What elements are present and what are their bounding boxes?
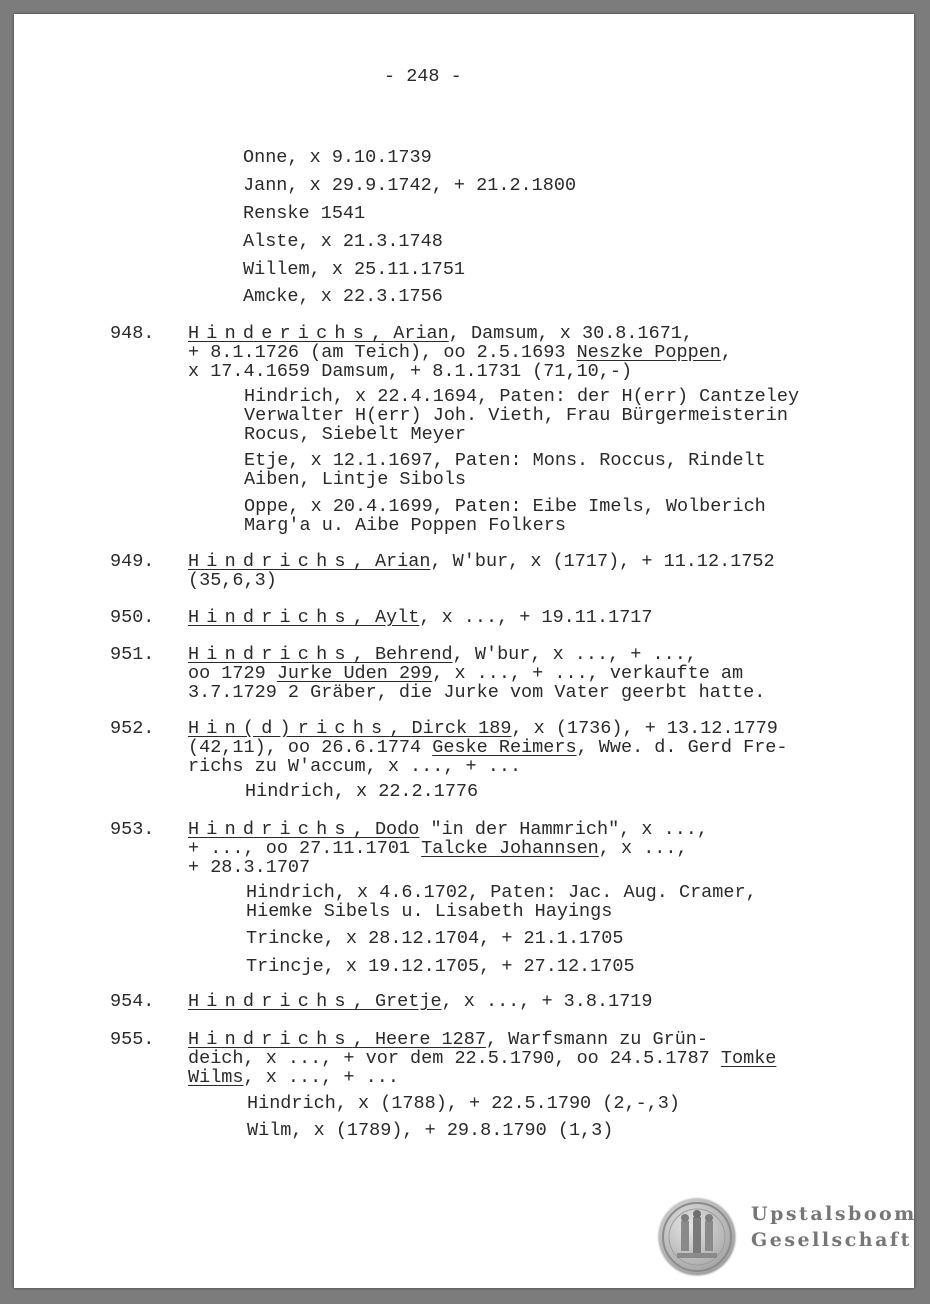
entry-line: oo 1729 Jurke Uden 299, x ..., + ..., verkaufte am xyxy=(188,663,744,684)
page-number: - 248 - xyxy=(384,66,462,87)
entry-line: + 8.1.1726 (am Teich), oo 2.5.1693 Neszke Poppen, xyxy=(188,342,733,363)
child-line: Marg'a u. Aibe Poppen Folkers xyxy=(244,515,566,536)
entry-surname: Hin(d)richs xyxy=(188,718,390,739)
entry-heading: Hin(d)richs, Dirck 189, x (1736), + 13.12.1779 xyxy=(188,718,778,739)
spouse-name: Neszke Poppen xyxy=(576,342,721,363)
entry-heading: Hindrichs, Behrend, W'bur, x ..., + ..., xyxy=(188,644,697,665)
entry-line: (35,6,3) xyxy=(188,570,277,591)
list-item: Onne, x 9.10.1739 xyxy=(243,147,432,168)
entry-line: (42,11), oo 26.6.1774 Geske Reimers, Wwe. d. Gerd Fre- xyxy=(188,737,788,758)
spouse-name: Wilms xyxy=(188,1067,244,1088)
seal-icon xyxy=(659,1199,735,1275)
child-line: Hindrich, x 4.6.1702, Paten: Jac. Aug. Cramer, xyxy=(246,882,757,903)
child-line: Rocus, Siebelt Meyer xyxy=(244,424,467,445)
entry-number: 950. xyxy=(110,607,155,628)
entry-number: 952. xyxy=(110,718,155,739)
entry-line: x 17.4.1659 Damsum, + 8.1.1731 (71,10,-) xyxy=(188,361,633,382)
list-item: Renske 1541 xyxy=(243,203,366,224)
entry-given-name: Arian xyxy=(393,323,449,344)
logo-text-line2: Gesellschaft xyxy=(751,1229,912,1251)
entry-line: deich, x ..., + vor dem 22.5.1790, oo 24.5.1787 Tomke xyxy=(188,1048,777,1069)
child-line: Hindrich, x 22.4.1694, Paten: der H(err) Cantzeley xyxy=(244,386,800,407)
spouse-name: Tomke xyxy=(720,1048,777,1069)
entry-surname: Hindrichs xyxy=(188,551,353,572)
child-line: Oppe, x 20.4.1699, Paten: Eibe Imels, Wolberich xyxy=(244,496,766,517)
entry-heading: Hindrichs, Arian, W'bur, x (1717), + 11.12.1752 xyxy=(188,551,775,572)
society-logo xyxy=(659,1199,917,1279)
entry-line: + 28.3.1707 xyxy=(188,857,311,878)
child-line: Aiben, Lintje Sibols xyxy=(244,469,467,490)
child-line: Wilm, x (1789), + 29.8.1790 (1,3) xyxy=(247,1120,614,1141)
entry-number: 951. xyxy=(110,644,155,665)
entry-heading: Hinderichs, Arian, Damsum, x 30.8.1671, xyxy=(188,323,694,344)
entry-surname: Hindrichs xyxy=(188,1029,353,1050)
list-item: Willem, x 25.11.1751 xyxy=(243,259,466,280)
child-line: Trincje, x 19.12.1705, + 27.12.1705 xyxy=(246,956,635,977)
entry-line: richs zu W'accum, x ..., + ... xyxy=(188,756,522,777)
entry-given-name: Gretje xyxy=(374,991,442,1012)
entry-surname: Hindrichs xyxy=(188,819,353,840)
child-line: Etje, x 12.1.1697, Paten: Mons. Roccus, Rindelt xyxy=(244,450,766,471)
list-item: Amcke, x 22.3.1756 xyxy=(243,286,443,307)
entry-heading: Hindrichs, Aylt, x ..., + 19.11.1717 xyxy=(188,607,653,628)
entry-surname: Hindrichs xyxy=(188,644,353,665)
entry-surname: Hindrichs xyxy=(188,991,353,1012)
entry-number: 953. xyxy=(110,819,155,840)
list-item: Alste, x 21.3.1748 xyxy=(243,231,443,252)
entry-given-name: Heere 1287 xyxy=(374,1029,486,1050)
child-line: Hiemke Sibels u. Lisabeth Hayings xyxy=(246,901,613,922)
entry-given-name: Dodo xyxy=(374,819,420,840)
list-item: Jann, x 29.9.1742, + 21.2.1800 xyxy=(243,175,577,196)
entry-surname: Hindrichs xyxy=(188,607,353,628)
document-page xyxy=(14,14,917,1288)
entry-heading: Hindrichs, Dodo "in der Hammrich", x ..., xyxy=(188,819,709,840)
entry-number: 955. xyxy=(110,1029,155,1050)
entry-surname: Hinderichs xyxy=(188,323,372,344)
child-line: Trincke, x 28.12.1704, + 21.1.1705 xyxy=(246,928,624,949)
spouse-name: Talcke Johannsen xyxy=(421,838,599,859)
entry-given-name: Dirck 189 xyxy=(411,718,512,739)
entry-given-name: Behrend xyxy=(374,644,453,665)
child-line: Hindrich, x (1788), + 22.5.1790 (2,-,3) xyxy=(247,1093,680,1114)
entry-number: 954. xyxy=(110,991,155,1012)
child-line: Verwalter H(err) Joh. Vieth, Frau Bürgermeisterin xyxy=(244,405,788,426)
entry-given-name: Aylt xyxy=(374,607,420,628)
spouse-name: Jurke Uden 299 xyxy=(276,663,433,684)
entry-number: 948. xyxy=(110,323,155,344)
entry-heading: Hindrichs, Gretje, x ..., + 3.8.1719 xyxy=(188,991,653,1012)
entry-line: 3.7.1729 2 Gräber, die Jurke vom Vater geerbt hatte. xyxy=(188,682,766,703)
entry-heading: Hindrichs, Heere 1287, Warfsmann zu Grün- xyxy=(188,1029,709,1050)
spouse-name: Geske Reimers xyxy=(432,737,577,758)
entry-line: Wilms, x ..., + ... xyxy=(188,1067,399,1088)
entry-line: + ..., oo 27.11.1701 Talcke Johannsen, x ..., xyxy=(188,838,688,859)
entry-number: 949. xyxy=(110,551,155,572)
child-line: Hindrich, x 22.2.1776 xyxy=(245,781,479,802)
logo-text-line1: Upstalsboom xyxy=(751,1203,917,1225)
entry-given-name: Arian xyxy=(374,551,431,572)
